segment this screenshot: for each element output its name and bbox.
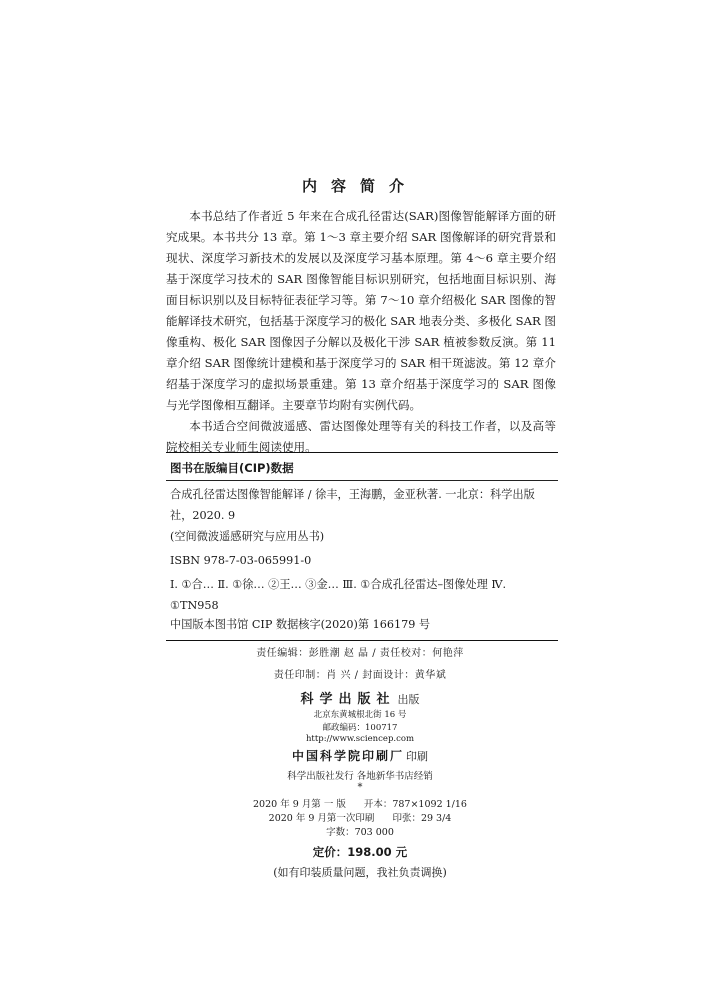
cip-divider bbox=[166, 480, 558, 481]
quality-note: (如有印装质量问题，我社负责调换) bbox=[273, 866, 447, 879]
staff-production: 责任印制：肖 兴 / 封面设计：黄华斌 bbox=[273, 670, 447, 681]
printer-suffix: 印刷 bbox=[406, 750, 428, 763]
cip-isbn: ISBN 978-7-03-065991-0 bbox=[170, 554, 312, 567]
separator-star: * bbox=[357, 782, 363, 793]
publisher-url: http://www.sciencep.com bbox=[305, 734, 415, 744]
edition: 2020 年 9 月第 一 版 bbox=[253, 799, 346, 810]
distribution-line: 科学出版社发行 各地新华书店经销 bbox=[287, 771, 433, 782]
cip-series: (空间微波遥感研究与应用丛书) bbox=[170, 530, 325, 543]
cip-top-rule bbox=[166, 452, 558, 453]
publisher-name: 科学出版社 bbox=[300, 692, 396, 707]
price: 定价：198.00 元 bbox=[312, 845, 408, 859]
staff-editors: 责任编辑：彭胜潮 赵 晶 / 责任校对：何艳萍 bbox=[256, 648, 464, 659]
summary-body bbox=[166, 206, 556, 458]
summary-paragraph: 本书适合空间微波遥感、雷达图像处理等有关的科技工作者，以及高等院校相关专业师生阅读使用。 bbox=[166, 419, 556, 454]
publisher-address: 北京东黄城根北街 16 号 bbox=[313, 710, 407, 720]
printer-line bbox=[0, 745, 720, 764]
cip-classification: Ⅰ. ①合… Ⅱ. ①徐… ②王… ③金… Ⅲ. ①合成孔径雷达–图像处理 Ⅳ. ①TN958 bbox=[170, 578, 507, 612]
cip-bottom-rule bbox=[166, 640, 558, 641]
spec-printing-line bbox=[0, 810, 720, 824]
cip-heading: 图书在版编目(CIP)数据 bbox=[170, 461, 294, 475]
word-count: 字数：703 000 bbox=[326, 827, 394, 838]
printer-name: 中国科学院印刷厂 bbox=[291, 749, 404, 763]
printing: 2020 年 9 月第一次印刷 bbox=[268, 813, 375, 824]
summary-paragraph: 本书总结了作者近 5 年来在合成孔径雷达(SAR)图像智能解译方面的研究成果。本书共分 13 章。第 1～3 章主要介绍 SAR 图像解译的研究背景和现状、深度学习新技术的发展以及深度学习基本原理。第 4～6 章主要介绍基于深度学习技术的 SAR 图像智能目标识别研究，包括地面目标识别、海面目标识别以及目标特征表征学习等。第 7～10 章介绍极化 SAR 图像的智能解译技术研究，包括基于深度学习的极化 SAR 地表分类、多极化 SAR 图像重构、极化 SAR 图像因子分解以及极化干涉 SAR 植被参数反演。第 11 章介绍 SAR 图像统计建模和基于深度学习的 SAR 相干斑滤波。第 12 章介绍基于深度学习的虚拟场景重建。第 13 章介绍基于深度学习的 SAR 图像与光学图像相互翻译。主要章节均附有实例代码。 bbox=[166, 209, 556, 412]
spec-edition-line bbox=[0, 796, 720, 810]
cip-title-line: 合成孔径雷达图像智能解译 / 徐丰，王海鹏，金亚秋著. 一北京：科学出版社，2020. 9 bbox=[170, 488, 535, 522]
sheets: 印张：29 3/4 bbox=[392, 813, 452, 824]
publisher-line bbox=[0, 688, 720, 707]
publisher-postcode: 邮政编码：100717 bbox=[322, 723, 398, 733]
summary-title: 内容简介 bbox=[301, 177, 418, 195]
format: 开本：787×1092 1/16 bbox=[363, 799, 467, 810]
publisher-suffix: 出版 bbox=[397, 693, 420, 706]
cip-number: 中国版本图书馆 CIP 数据核字(2020)第 166179 号 bbox=[170, 618, 431, 631]
